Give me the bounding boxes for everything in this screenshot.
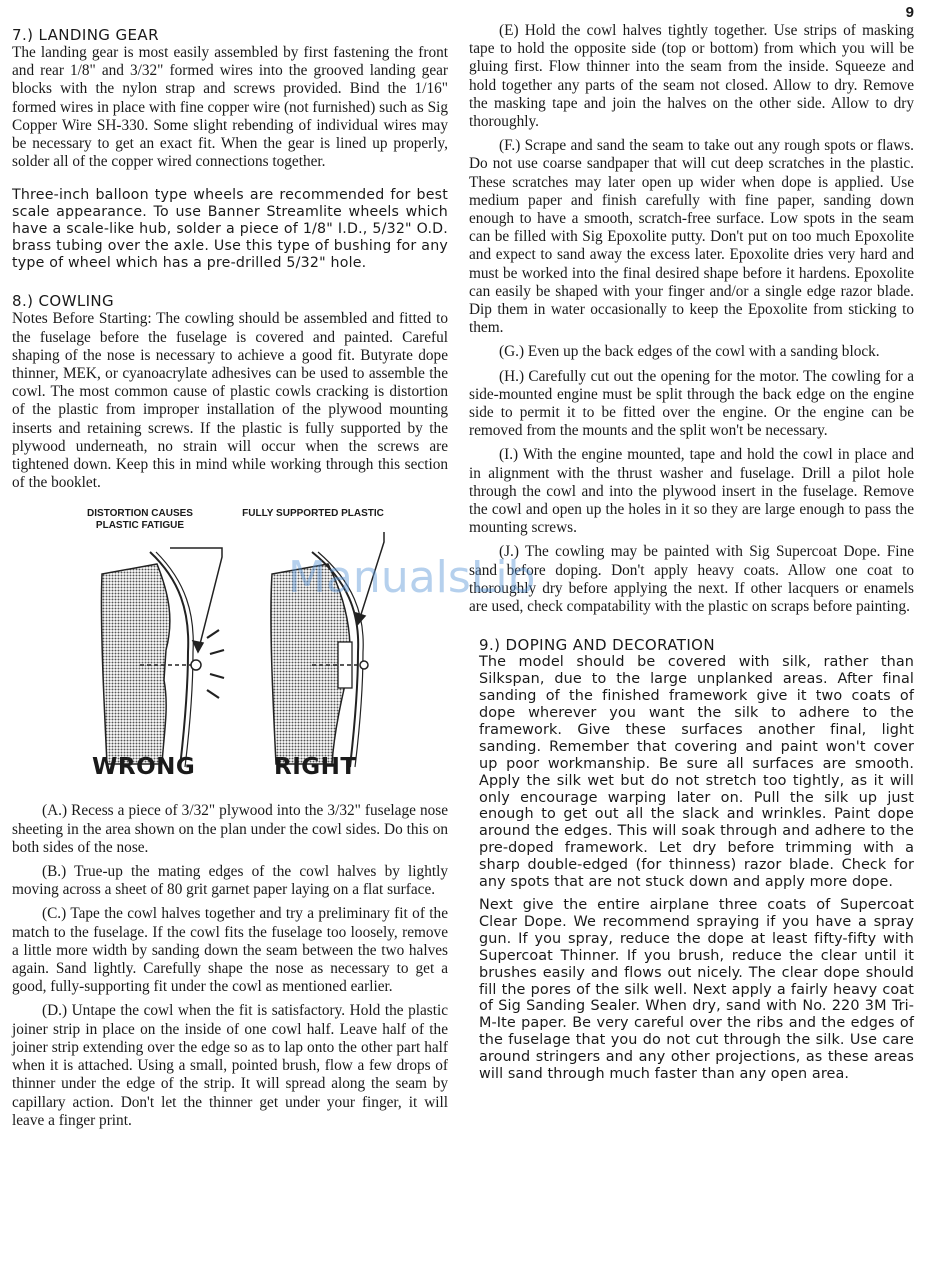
left-column [12,22,448,1136]
wrong-pointer-arrow [170,548,222,652]
paragraph-landing-gear-1: The landing gear is most easily assembled by first fastening the front and rear 1/8" and 3/32" formed wires into the grooved landing gear blocks with the nylon strap and screws provided. Bind the 1/16" formed wires in place with fine copper wire (not furnished) such as Sig Copper Wire SH-330. Some slight rebending of individual wires may be necessary to get an exact fit. When the gear is lined up properly, solder all of the copper wired connections together. [12,44,448,171]
step-g: (G.) Even up the back edges of the cowl with a sanding block. [499,343,880,361]
caption-wrong: WRONG [92,754,196,781]
step-i: (I.) With the engine mounted, tape and hold the cowl in place and in alignment with the thrust washer and fuselage. Drill a pilot hole through the cowl and into the plywood insert in the fuselage. Remove the cowl and open up the holes in it so they are large enough to pass the mounting screws. [469,446,914,537]
label-fully-supported-plastic: FULLY SUPPORTED PLASTIC [242,508,384,520]
wrong-stress-lines [207,630,224,698]
step-e: (E) Hold the cowl halves tightly together. Use strips of masking tape to hold the opposite side (top or bottom) from which you will be gluing first. Flow thinner into the seam from the inside. Squeeze and hold together any parts of the seam not closed. Allow to dry. Remove the masking tape and join the halves on the other side. Allow to dry thoroughly. [469,22,914,131]
right-column [469,22,914,1089]
step-c: (C.) Tape the cowl halves together and try a preliminary fit of the match to the fuselage. If the cowl fits the fuselage too loosely, remove a little more width by sanding down the seam between the two halves again. Sand lightly. Carefully shape the nose as necessary to get a good, fully-supporting fit under the cowl as mentioned earlier. [12,905,448,996]
cowl-fit-diagram-drawing [12,502,448,792]
section-heading-landing-gear: 7.) LANDING GEAR [12,26,159,44]
step-j: (J.) The cowling may be painted with Sig Supercoat Dope. Fine sand before doping. Don't apply heavy coats. Allow one coat to thoroughly dry before applying the next. If other lacquers or enamels are used, check compatability with the plastic on scraps before painting. [469,543,914,616]
paragraph-doping-1: The model should be covered with silk, rather than Silkspan, due to the large unplanked areas. After final sanding of the finished framework give it two coats of dope wherever you want the silk to adhere to the framework. Give these surfaces another final, light sanding. Remember that covering and paint won't cover up poor workmanship. Be sure all surfaces are smooth. Apply the silk wet but do not stretch too tightly, as it will only encourage warping later on. Pull the silk up just enough to get out all the slack and wrinkles. Paint dope around the edges. This will soak through and adhere to the pre-doped framework. Let dry before trimming with a sharp double-edged (for thinness) razor blade. Check for any spots that are not stuck down and apply more dope. [479,654,914,891]
step-f: (F.) Scrape and sand the seam to take out any rough spots or flaws. Do not use coarse sandpaper that will cut deep scratches in the plastic. These scratches may later open up wider when dope is applied. Use medium paper and finish carefully with fine paper, sanding down enough to have a smooth, scratch-free surface. Low spots in the seam can be filled with Sig Epoxolite putty. Don't put on too much Epoxolite and expect to sand away the excess later. Epoxolite dries very hard and must be worked into the final desired shape before it hardens. Epoxolite can easily be shaped with your finger and/or a single edge razor blade. Dip them in water occasionally to keep the Epoxolite from sticking to them. [469,137,914,337]
paragraph-landing-gear-2: Three-inch balloon type wheels are recommended for best scale appearance. To use Banner Streamlite wheels which have a scale-like hub, solder a piece of 1/8" I.D., 5/32" O.D. brass tubing over the axle. Use this type of bushing for any type of wheel which has a pre-drilled 5/32" hole. [12,187,448,272]
caption-right: RIGHT [274,754,357,781]
label-distortion-causes-fatigue: DISTORTION CAUSES PLASTIC FATIGUE [87,508,193,532]
watermark-text: ManualsLib [288,552,536,603]
right-pointer-arrow [356,532,384,624]
page-number: 9 [905,4,914,21]
step-d: (D.) Untape the cowl when the fit is satisfactory. Hold the plastic joiner strip in place on the inside of one cowl half. Leave half of the joiner strip extending over the edge so as to lap onto the other part half when it is attached. Using a small, pointed brush, flow a few drops of thinner under the edge of the strip. It will spread along the seam by capillary action. Don't let the thinner get under your finger, it will leave a finger print. [12,1002,448,1129]
step-a: (A.) Recess a piece of 3/32" plywood into the 3/32" fuselage nose sheeting in the area shown on the plan under the cowl sides. Do this on both sides of the nose. [12,802,448,856]
paragraph-cowling-notes: Notes Before Starting: The cowling should be assembled and fitted to the fuselage before the fuselage is covered and painted. Careful shaping of the nose is necessary to achieve a good fit. Butyrate dope thinner, MEK, or cyanoacrylate adhesives can be used to assemble the cowl. The most common cause of plastic cowls cracking is distortion of the plastic from improper installation of the plywood mounting inserts and retaining screws. If the plastic is fully supported by the plywood underneath, no strain will occur when the screws are tightened down. Keep this in mind while working through this section of the booklet. [12,310,448,492]
wrong-fuselage-shape [101,564,169,764]
section-heading-cowling: 8.) COWLING [12,292,115,311]
step-h: (H.) Carefully cut out the opening for the motor. The cowling for a side-mounted engine must be split through the back edge on the engine side to permit it to be fitted over the engine. Or the engine can be removed from the mounts and the split won't be necessary. [469,367,914,440]
cowl-fit-diagram [12,502,448,792]
paragraph-doping-2: Next give the entire airplane three coats of Supercoat Clear Dope. We recommend spraying if you have a spray gun. If you spray, reduce the dope at least fifty-fifty with Supercoat Thinner. If you brush, reduce the clear until it brushes easily and flows out nicely. The clear dope should fill the pores of the silk well. Next apply a fairly heavy coat of Sig Sanding Sealer. When dry, sand with No. 220 3M Tri-M-Ite paper. Be very careful over the ribs and the edges of the fuselage that you do not cut through the silk. Use care around stringers and any other projections, as these areas will sand through much faster than any open area. [479,896,914,1083]
step-b: (B.) True-up the mating edges of the cowl halves by lightly moving across a sheet of 80 grit garnet paper laying on a flat surface. [12,863,448,899]
section-heading-doping-decoration: 9.) DOPING AND DECORATION [479,636,716,655]
